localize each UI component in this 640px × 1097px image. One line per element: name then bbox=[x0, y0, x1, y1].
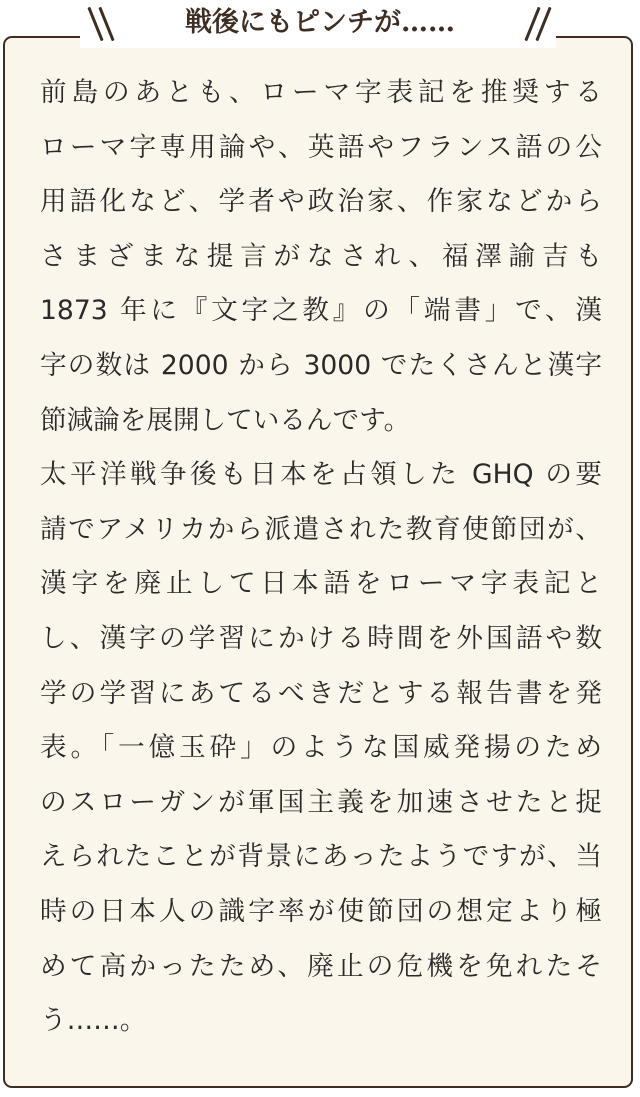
text-line: 太平洋戦争後も日本を占領した GHQ の要 bbox=[40, 459, 602, 491]
column-heading: 戦後にもピンチが…… bbox=[185, 7, 455, 38]
text-line: し、漢字の学習にかける時間を外国語や数 bbox=[40, 622, 602, 654]
text-line: う……。 bbox=[40, 1005, 147, 1037]
text-line: ローマ字専用論や、英語やフランス語の公 bbox=[40, 131, 602, 163]
text-line: のスローガンが軍国主義を加速させたと捉 bbox=[40, 786, 602, 818]
text-line: めて高かったため、廃止の危機を免れたそ bbox=[40, 950, 602, 982]
text-line: 請でアメリカから派遣された教育使節団が、 bbox=[40, 513, 602, 545]
text-line: 節減論を展開しているんです。 bbox=[40, 404, 411, 436]
text-line: 漢字を廃止して日本語をローマ字表記と bbox=[40, 568, 602, 600]
text-line: 表。「一億玉砕」のような国威発揚のため bbox=[40, 732, 602, 764]
text-line: 時の日本人の識字率が使節団の想定より極 bbox=[40, 895, 602, 927]
text-line: 用語化など、学者や政治家、作家などから bbox=[40, 186, 602, 218]
text-line: 学の学習にあてるべきだとする報告書を発 bbox=[40, 677, 602, 709]
text-line: えられたことが背景にあったようですが、当 bbox=[40, 841, 602, 873]
text-line: 字の数は 2000 から 3000 でたくさんと漢字 bbox=[40, 349, 602, 381]
article-body bbox=[40, 66, 602, 1049]
text-line: 1873 年に『文字之教』の「端書」で、漢 bbox=[40, 295, 602, 327]
text-line: さまざまな提言がなされ、福澤諭吉も bbox=[40, 240, 602, 272]
text-line: 前島のあとも、ローマ字表記を推奨する bbox=[40, 77, 602, 108]
